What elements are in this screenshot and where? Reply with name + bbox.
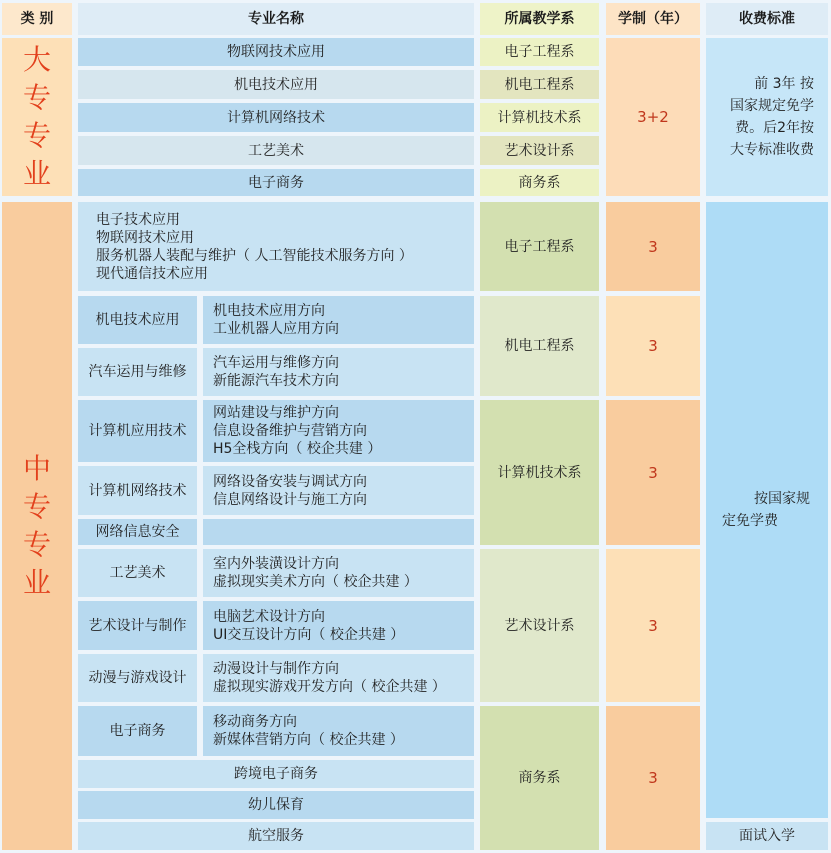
category-char: 专 [22, 528, 51, 561]
department-cell: 机电工程系 [480, 296, 599, 396]
fee-line: 定免学费 [722, 513, 778, 529]
major-name-cell: 网络信息安全 [78, 519, 197, 545]
major-item: 电子技术应用 [96, 211, 180, 228]
years-cell: 3 [606, 400, 700, 545]
category-dazhuan [2, 38, 72, 196]
department-cell: 计算机技术系 [480, 400, 599, 545]
dazhuan-major: 机电技术应用 [78, 70, 474, 99]
direction-cell [203, 601, 474, 650]
direction-item: 新能源汽车技术方向 [213, 373, 339, 389]
dazhuan-department: 商务系 [480, 169, 599, 196]
category-char: 业 [22, 157, 51, 190]
category-char: 专 [22, 81, 51, 114]
direction-item: 动漫设计与制作方向 [213, 661, 339, 677]
direction-item: 汽车运用与维修方向 [213, 355, 339, 371]
header-major-name: 专业名称 [78, 3, 474, 35]
direction-cell [203, 400, 474, 462]
header-category: 类 别 [2, 3, 72, 35]
department-cell: 艺术设计系 [480, 549, 599, 702]
header-department: 所属教学系 [480, 3, 599, 35]
category-zhongzhuan [2, 202, 72, 850]
dazhuan-fee [706, 38, 828, 196]
direction-item: 信息设备维护与营销方向 [213, 423, 367, 439]
category-char: 业 [22, 566, 51, 599]
zhongzhuan-fee [706, 202, 828, 818]
direction-item: H5全栈方向（ 校企共建 ） [213, 441, 382, 457]
dazhuan-department: 艺术设计系 [480, 136, 599, 165]
direction-item: 网站建设与维护方向 [213, 405, 339, 421]
direction-cell [203, 654, 474, 702]
department-cell: 电子工程系 [480, 202, 599, 291]
major-item: 服务机器人装配与维护（ 人工智能技术服务方向 ） [96, 247, 413, 264]
major-name-cell: 动漫与游戏设计 [78, 654, 197, 702]
direction-cell [203, 706, 474, 756]
direction-item: 新媒体营销方向（ 校企共建 ） [213, 732, 404, 748]
direction-item: 虚拟现实游戏开发方向（ 校企共建 ） [213, 679, 446, 695]
dazhuan-department: 电子工程系 [480, 38, 599, 66]
category-char: 大 [22, 43, 51, 76]
direction-item: 信息网络设计与施工方向 [213, 491, 367, 508]
fee-line: 国家规定免学 [730, 98, 814, 114]
years-cell: 3 [606, 549, 700, 702]
major-name-cell: 汽车运用与维修 [78, 348, 197, 396]
major-name-cell: 工艺美术 [78, 549, 197, 597]
direction-item: 工业机器人应用方向 [213, 321, 339, 337]
major-name-cell: 计算机应用技术 [78, 400, 197, 462]
major-name-cell: 机电技术应用 [78, 296, 197, 344]
fee-line: 大专标准收费 [730, 142, 814, 158]
dazhuan-major: 工艺美术 [78, 136, 474, 165]
department-cell: 商务系 [480, 706, 599, 850]
major-full-row: 跨境电子商务 [78, 760, 474, 788]
major-item: 现代通信技术应用 [96, 265, 208, 282]
direction-item: UI交互设计方向（ 校企共建 ） [213, 626, 405, 643]
direction-item: 虚拟现实美术方向（ 校企共建 ） [213, 574, 418, 590]
dazhuan-department: 计算机技术系 [480, 103, 599, 132]
fee-line: 费。后2年按 [735, 120, 814, 136]
header-years: 学制（年） [606, 3, 700, 35]
direction-item: 移动商务方向 [213, 714, 297, 730]
direction-cell [203, 466, 474, 515]
major-name-cell: 艺术设计与制作 [78, 601, 197, 650]
major-group-electronics [78, 202, 474, 291]
major-full-row: 航空服务 [78, 822, 474, 850]
zhongzhuan-fee-interview: 面试入学 [706, 822, 828, 850]
header-fee: 收费标准 [706, 3, 828, 35]
dazhuan-major: 计算机网络技术 [78, 103, 474, 132]
major-full-row: 幼儿保育 [78, 791, 474, 819]
major-name-cell: 电子商务 [78, 706, 197, 756]
direction-cell [203, 296, 474, 344]
direction-item: 机电技术应用方向 [213, 303, 325, 319]
years-cell: 3 [606, 202, 700, 291]
category-char: 专 [22, 119, 51, 152]
category-char: 专 [22, 490, 51, 523]
dazhuan-department: 机电工程系 [480, 70, 599, 99]
years-cell: 3 [606, 296, 700, 396]
category-char: 中 [22, 452, 51, 485]
fee-line: 按国家规 [754, 491, 810, 507]
direction-item: 网络设备安装与调试方向 [213, 473, 367, 490]
dazhuan-major: 物联网技术应用 [78, 38, 474, 66]
direction-cell [203, 549, 474, 597]
dazhuan-major: 电子商务 [78, 169, 474, 196]
major-item: 物联网技术应用 [96, 229, 194, 246]
direction-item: 电脑艺术设计方向 [213, 608, 325, 625]
years-cell: 3 [606, 706, 700, 850]
major-name-cell: 计算机网络技术 [78, 466, 197, 515]
direction-cell [203, 348, 474, 396]
direction-cell-empty [203, 519, 474, 545]
direction-item: 室内外装潢设计方向 [213, 556, 339, 572]
dazhuan-years: 3+2 [606, 38, 700, 196]
fee-line: 前 3年 按 [754, 76, 814, 92]
